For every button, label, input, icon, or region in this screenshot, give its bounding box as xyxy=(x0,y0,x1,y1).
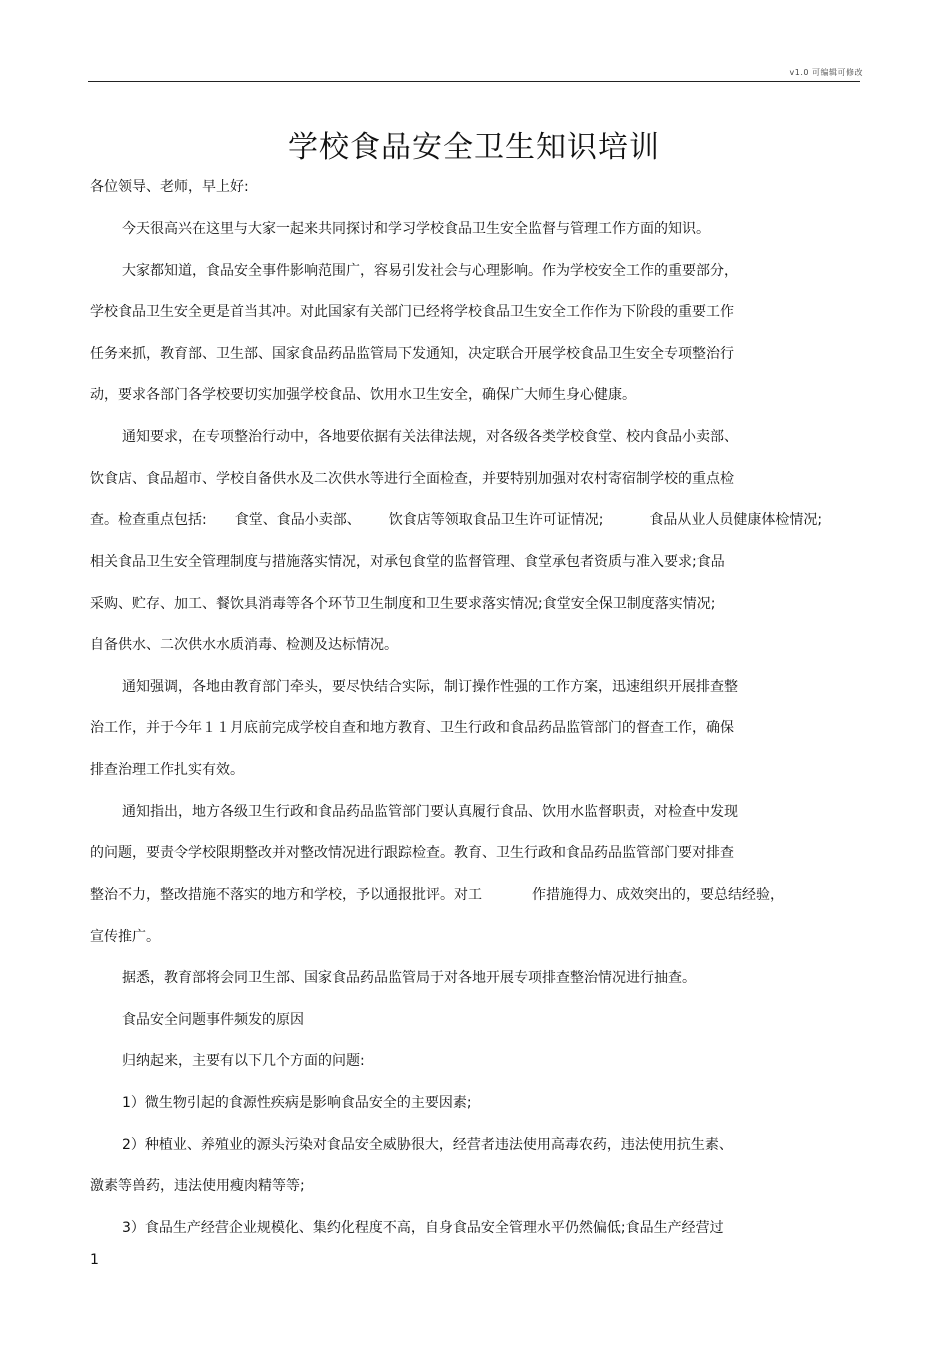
paragraph-line: 排查治理工作扎实有效。 xyxy=(90,762,244,778)
paragraph-line: 的问题，要责令学校限期整改并对整改情况进行跟踪检查。教育、卫生行政和食品药品监管部门要对排查 xyxy=(90,845,734,861)
paragraph-line: 据悉，教育部将会同卫生部、国家食品药品监管局于对各地开展专项排查整治情况进行抽查。 xyxy=(122,970,696,986)
paragraph-line: 学校食品卫生安全更是首当其冲。对此国家有关部门已经将学校食品卫生安全工作作为下阶段的重要工作 xyxy=(90,304,734,320)
paragraph-line: 自备供水、二次供水水质消毒、检测及达标情况。 xyxy=(90,637,398,653)
paragraph-line: 饮食店、食品超市、学校自备供水及二次供水等进行全面检查，并要特别加强对农村寄宿制学校的重点检 xyxy=(90,471,734,487)
line-segment: 整治不力，整改措施不落实的地方和学校，予以通报批评。对工 xyxy=(90,887,482,903)
paragraph-line: 归纳起来，主要有以下几个方面的问题: xyxy=(122,1053,365,1069)
paragraph-line: 各位领导、老师，早上好: xyxy=(90,179,249,195)
header-rule xyxy=(88,81,860,82)
paragraph-line: 通知强调，各地由教育部门牵头，要尽快结合实际，制订操作性强的工作方案，迅速组织开展排查整 xyxy=(122,679,738,695)
paragraph-line: 相关食品卫生安全管理制度与措施落实情况，对承包食堂的监督管理、食堂承包者资质与准入要求;食品 xyxy=(90,554,725,570)
paragraph-line: 通知要求，在专项整治行动中，各地要依据有关法律法规，对各级各类学校食堂、校内食品小卖部、 xyxy=(122,429,738,445)
line-segment: 食堂、食品小卖部、 xyxy=(234,512,361,528)
line-segment: 食品从业人员健康体检情况; xyxy=(649,512,823,528)
paragraph-line xyxy=(90,510,822,530)
paragraph-line: 宣传推广。 xyxy=(90,929,160,945)
paragraph-line: 大家都知道，食品安全事件影响范围广，容易引发社会与心理影响。作为学校安全工作的重要部分， xyxy=(122,263,738,279)
header-note: v1.0 可编辑可修改 xyxy=(789,68,863,77)
document-title: 学校食品安全卫生知识培训 xyxy=(288,130,660,165)
paragraph-line: 通知指出，地方各级卫生行政和食品药品监管部门要认真履行食品、饮用水监督职责，对检查中发现 xyxy=(122,804,738,820)
paragraph-line: 动，要求各部门各学校要切实加强学校食品、饮用水卫生安全，确保广大师生身心健康。 xyxy=(90,387,636,403)
paragraph-line: 采购、贮存、加工、餐饮具消毒等各个环节卫生制度和卫生要求落实情况;食堂安全保卫制度落实情况; xyxy=(90,596,716,612)
line-segment: 查。检查重点包括: xyxy=(90,512,207,528)
line-segment: 作措施得力、成效突出的，要总结经验， xyxy=(532,887,784,903)
paragraph-line: 今天很高兴在这里与大家一起来共同探讨和学习学校食品卫生安全监督与管理工作方面的知识。 xyxy=(122,221,710,237)
paragraph-line xyxy=(90,885,784,905)
line-segment: 饮食店等领取食品卫生许可证情况; xyxy=(388,512,604,528)
list-item: 3）食品生产经营企业规模化、集约化程度不高，自身食品安全管理水平仍然偏低;食品生产经营过 xyxy=(122,1220,724,1236)
page-number: 1 xyxy=(90,1252,99,1268)
list-item: 2）种植业、养殖业的源头污染对食品安全威胁很大，经营者违法使用高毒农药，违法使用抗生素、 xyxy=(122,1137,733,1153)
list-item: 1）微生物引起的食源性疾病是影响食品安全的主要因素; xyxy=(122,1095,472,1111)
list-item-continuation: 激素等兽药，违法使用瘦肉精等等; xyxy=(90,1178,305,1194)
paragraph-line: 治工作，并于今年１１月底前完成学校自查和地方教育、卫生行政和食品药品监管部门的督查工作，确保 xyxy=(90,720,734,736)
section-heading: 食品安全问题事件频发的原因 xyxy=(122,1012,304,1028)
paragraph-line: 任务来抓，教育部、卫生部、国家食品药品监管局下发通知，决定联合开展学校食品卫生安全专项整治行 xyxy=(90,346,734,362)
